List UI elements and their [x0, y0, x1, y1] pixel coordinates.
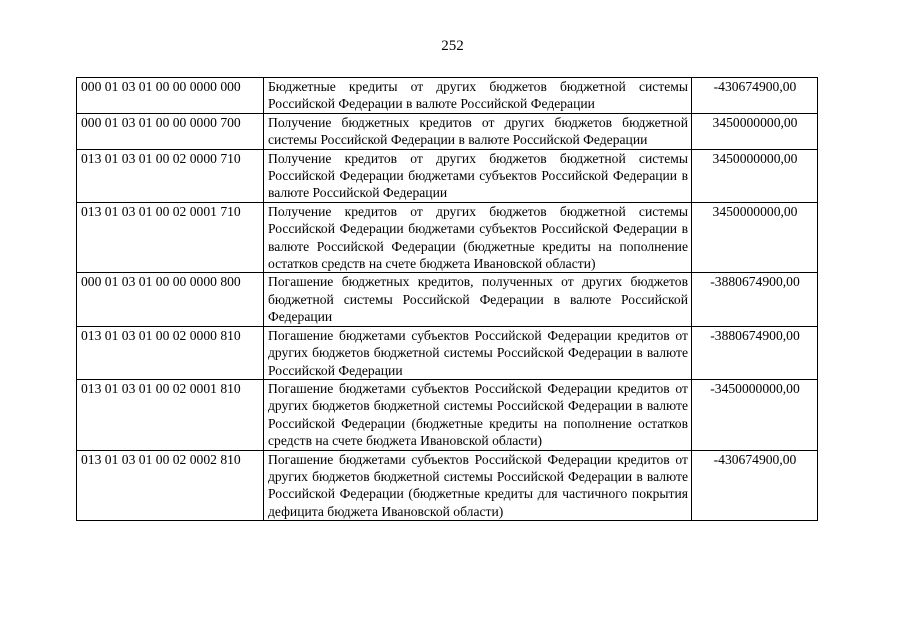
description-cell: Получение кредитов от других бюджетов бюджетной системы Российской Федерации бюджетами субъектов Российской Федерации в валюте Российской Федерации (бюджетные кредиты на пополнение остатков средств на счете бюджета Ивановской области): [264, 202, 692, 273]
amount-cell: -3450000000,00: [692, 379, 818, 450]
amount-cell: -3880674900,00: [692, 326, 818, 379]
amount-cell: -430674900,00: [692, 78, 818, 114]
description-cell: Погашение бюджетами субъектов Российской Федерации кредитов от других бюджетов бюджетной системы Российской Федерации в валюте Российской Федерации: [264, 326, 692, 379]
budget-code-cell: 000 01 03 01 00 00 0000 000: [77, 78, 264, 114]
budget-code-cell: 000 01 03 01 00 00 0000 800: [77, 273, 264, 326]
budget-code-cell: 000 01 03 01 00 00 0000 700: [77, 113, 264, 149]
budget-code-cell: 013 01 03 01 00 02 0000 710: [77, 149, 264, 202]
description-cell: Бюджетные кредиты от других бюджетов бюджетной системы Российской Федерации в валюте Российской Федерации: [264, 78, 692, 114]
amount-cell: -430674900,00: [692, 450, 818, 521]
table-row: [77, 202, 818, 273]
amount-cell: 3450000000,00: [692, 202, 818, 273]
table-row: [77, 149, 818, 202]
budget-table: [76, 77, 818, 521]
amount-cell: 3450000000,00: [692, 149, 818, 202]
description-cell: Погашение бюджетами субъектов Российской Федерации кредитов от других бюджетов бюджетной системы Российской Федерации в валюте Российской Федерации (бюджетные кредиты на пополнение остатков средств на счете бюджета Ивановской области): [264, 379, 692, 450]
budget-code-cell: 013 01 03 01 00 02 0002 810: [77, 450, 264, 521]
table-body: [77, 78, 818, 521]
page-number: 252: [441, 38, 464, 54]
table-row: [77, 379, 818, 450]
table-row: [77, 78, 818, 114]
budget-code-cell: 013 01 03 01 00 02 0001 710: [77, 202, 264, 273]
budget-code-cell: 013 01 03 01 00 02 0001 810: [77, 379, 264, 450]
description-cell: Погашение бюджетами субъектов Российской Федерации кредитов от других бюджетов бюджетной системы Российской Федерации в валюте Российской Федерации (бюджетные кредиты для частичного покрытия дефицита бюджета Ивановской области): [264, 450, 692, 521]
amount-cell: 3450000000,00: [692, 113, 818, 149]
table-row: [77, 113, 818, 149]
description-cell: Получение бюджетных кредитов от других бюджетов бюджетной системы Российской Федерации в валюте Российской Федерации: [264, 113, 692, 149]
description-cell: Погашение бюджетных кредитов, полученных от других бюджетов бюджетной системы Российской Федерации в валюте Российской Федерации: [264, 273, 692, 326]
description-cell: Получение кредитов от других бюджетов бюджетной системы Российской Федерации бюджетами субъектов Российской Федерации в валюте Российской Федерации: [264, 149, 692, 202]
table-row: [77, 450, 818, 521]
table-row: [77, 326, 818, 379]
table-row: [77, 273, 818, 326]
amount-cell: -3880674900,00: [692, 273, 818, 326]
budget-code-cell: 013 01 03 01 00 02 0000 810: [77, 326, 264, 379]
